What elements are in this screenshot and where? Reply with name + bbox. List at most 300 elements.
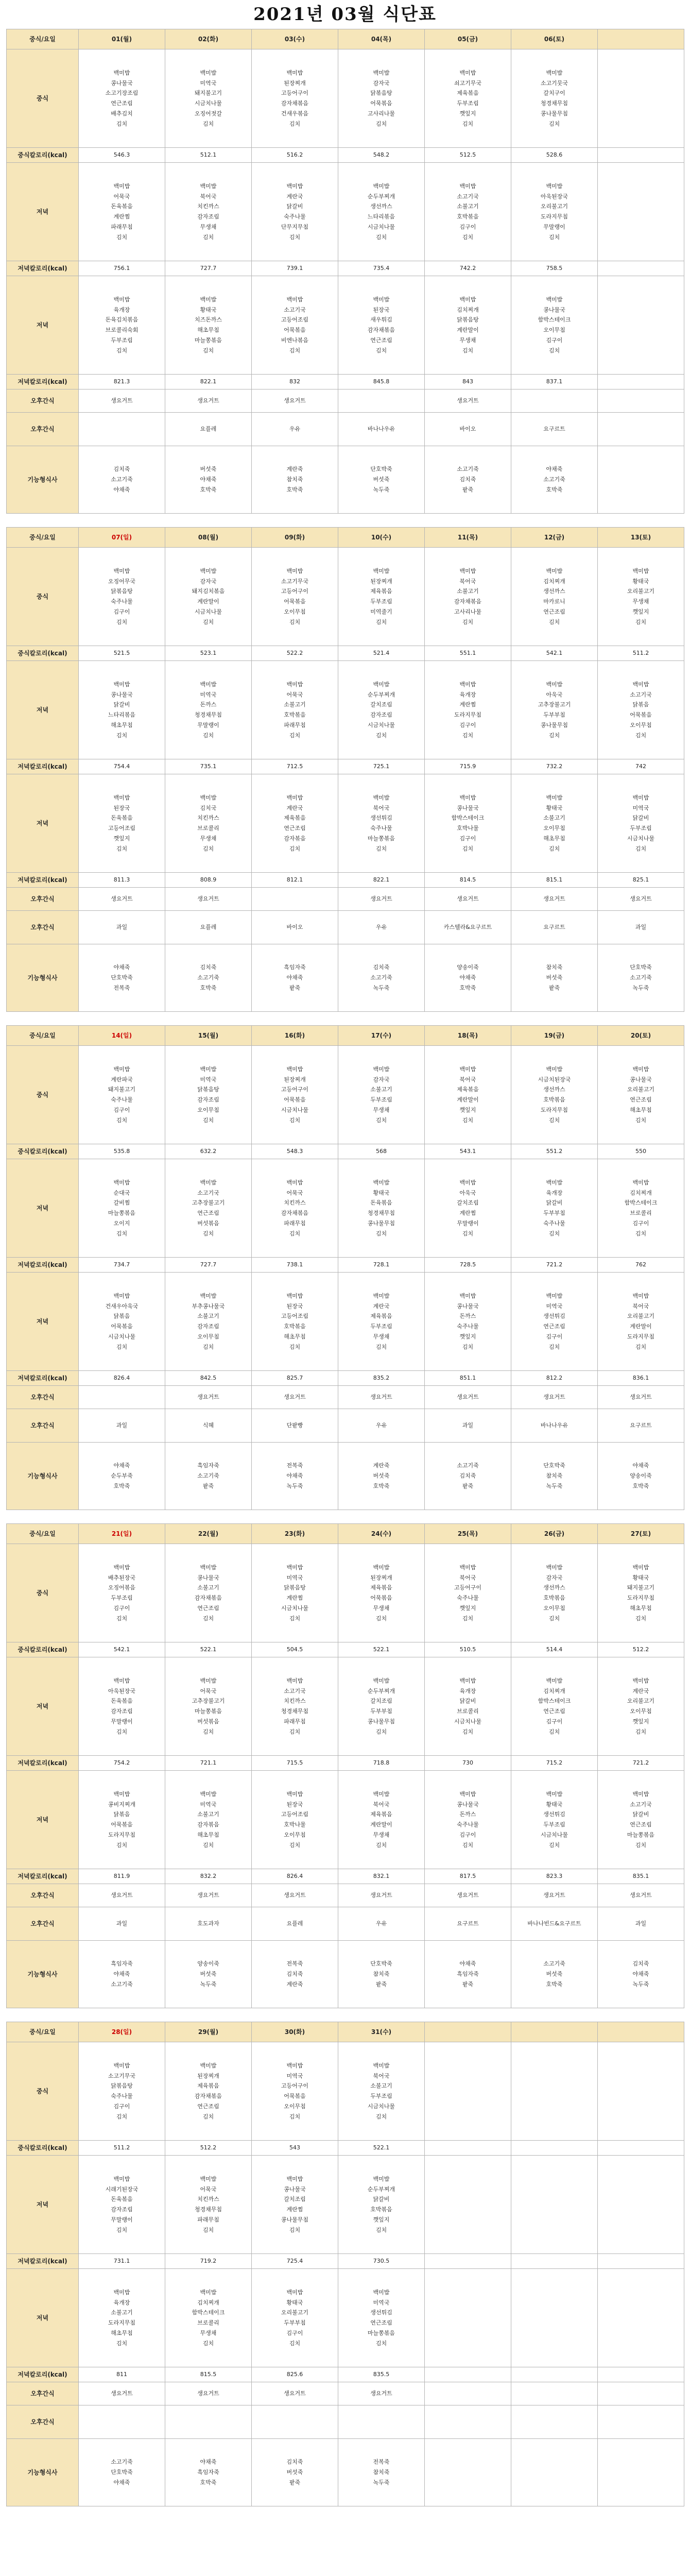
day-label: 27(토) — [630, 1530, 651, 1537]
day-label: 15(월) — [198, 1031, 219, 1039]
snack-menu — [338, 276, 425, 375]
special-label: 오후간식 — [7, 1386, 79, 1409]
menu-item: 제육볶음 — [370, 1313, 392, 1320]
function-food-menu — [511, 1941, 598, 2008]
menu-item: 깻잎지 — [632, 1718, 649, 1725]
menu-item: 김치 — [635, 1116, 647, 1124]
menu-item: 백미밥 — [200, 69, 217, 76]
lunch-menu — [511, 1046, 598, 1144]
menu-item: 무생채 — [632, 598, 649, 605]
lunch-kcal-label: 중식칼로리(kcal) — [7, 2141, 79, 2156]
menu-item: 제육볶음 — [457, 90, 479, 97]
menu-item: 백미밥 — [286, 182, 303, 190]
menu-item: 미역국 — [200, 1801, 217, 1808]
menu-item: 숙주나물 — [457, 1595, 479, 1601]
menu-item: 어묵볶음 — [370, 1595, 392, 1601]
menu-item: 소고기죽 — [111, 2459, 133, 2466]
menu-item: 콩나물국 — [111, 691, 133, 698]
lunch-kcal-value: 522.1 — [338, 2141, 425, 2156]
special-value — [79, 1386, 165, 1409]
menu-item: 계란찜 — [113, 213, 130, 220]
menu-item: 브로콜리 — [457, 1708, 479, 1715]
snack-kcal-value: 826.4 — [79, 1371, 165, 1386]
snack-kcal-value: 835.1 — [598, 1869, 684, 1884]
snack-menu — [252, 276, 338, 375]
menu-item: 백미밥 — [373, 681, 390, 688]
menu-item: 김구이 — [113, 1604, 130, 1612]
menu-item: 참치죽 — [286, 476, 303, 483]
menu-item: 두부부침 — [370, 1708, 392, 1715]
menu-item: 된장국 — [286, 1302, 303, 1310]
dinner-menu — [338, 661, 425, 759]
snack-kcal-value: 836.1 — [598, 1371, 684, 1386]
menu-item: 느타리볶음 — [367, 213, 395, 220]
menu-item: 백미밥 — [286, 1292, 303, 1299]
menu-item: 김치 — [375, 1116, 387, 1124]
menu-item: 어묵국 — [286, 691, 303, 698]
menu-item: 백미밥 — [200, 1292, 217, 1299]
menu-item: 도라지무침 — [540, 1106, 568, 1113]
special-value: 생요거트 — [165, 389, 252, 413]
dinner-menu — [425, 1159, 511, 1258]
dinner-menu — [165, 1159, 252, 1258]
function-food-label: 기능형식사 — [7, 446, 79, 514]
menu-item: 무말랭이 — [457, 1219, 479, 1227]
day-header — [511, 2022, 598, 2042]
menu-item: 단호박죽 — [543, 1462, 565, 1469]
snack-menu — [79, 276, 165, 375]
menu-item: 백미밥 — [113, 1292, 130, 1299]
menu-item: 백미밥 — [113, 2175, 130, 2182]
menu-item: 소고기죽 — [111, 1980, 133, 1988]
menu-item: 두부부침 — [543, 1210, 565, 1216]
dinner-label: 저녁 — [7, 2156, 79, 2254]
special-value — [338, 389, 425, 413]
function-food-label: 기능형식사 — [7, 2439, 79, 2506]
menu-item: 깻잎지 — [459, 1604, 476, 1612]
menu-item: 콩나물무침 — [367, 1219, 395, 1227]
day-header — [165, 528, 252, 548]
menu-item: 고등어구이 — [281, 2082, 309, 2090]
special-value: 생요거트 — [511, 1386, 598, 1409]
menu-item: 고사리나물 — [367, 110, 395, 117]
menu-item: 김치 — [635, 618, 647, 625]
menu-item: 김치 — [462, 1116, 474, 1124]
function-food-menu — [425, 446, 511, 514]
snack-kcal-value: 842.5 — [165, 1371, 252, 1386]
dinner-kcal-value: 715.5 — [252, 1756, 338, 1771]
snack-kcal-value: 815.1 — [511, 873, 598, 888]
menu-item: 김치 — [289, 1230, 301, 1237]
day-header — [338, 29, 425, 49]
menu-item: 돼지불고기 — [627, 1584, 655, 1591]
menu-item: 도라지무침 — [108, 2319, 136, 2326]
menu-item: 김치 — [635, 1343, 647, 1350]
snack-kcal-value: 832 — [252, 375, 338, 389]
menu-item: 김치 — [548, 618, 560, 625]
special-label: 오후간식 — [7, 888, 79, 911]
menu-item: 갈치조림 — [457, 1199, 479, 1207]
lunch-menu — [79, 49, 165, 148]
lunch-menu — [165, 548, 252, 646]
menu-item: 김치 — [548, 1841, 560, 1849]
menu-item: 김치 — [462, 1728, 474, 1735]
empty-cell — [511, 2141, 598, 2156]
menu-item: 닭볶음탕 — [457, 316, 479, 324]
menu-item: 연근조림 — [370, 336, 392, 344]
lunch-kcal-value: 548.2 — [338, 148, 425, 163]
lunch-kcal-value: 512.5 — [425, 148, 511, 163]
menu-item: 호박죽 — [373, 1482, 390, 1489]
menu-item: 소불고기 — [197, 1313, 219, 1320]
snack2-value — [338, 2405, 425, 2439]
menu-item: 연근조림 — [370, 2319, 392, 2326]
menu-item: 아욱된장국 — [540, 193, 568, 200]
menu-item: 소고기죽 — [543, 1960, 565, 1968]
dinner-menu — [252, 1159, 338, 1258]
empty-cell — [511, 2042, 598, 2141]
menu-item: 소불고기 — [284, 701, 306, 708]
lunch-kcal-value: 504.5 — [252, 1642, 338, 1657]
lunch-menu — [511, 49, 598, 148]
dinner-menu — [165, 2156, 252, 2254]
menu-item: 김구이 — [546, 1333, 563, 1340]
menu-item: 김치죽 — [286, 2459, 303, 2466]
menu-item: 백미밥 — [200, 1677, 217, 1684]
menu-item: 계란국 — [286, 804, 303, 811]
snack-kcal-value: 825.7 — [252, 1371, 338, 1386]
menu-item: 어묵볶음 — [284, 2093, 306, 2099]
dinner-kcal-value: 730 — [425, 1756, 511, 1771]
special-value: 생요거트 — [338, 888, 425, 911]
dinner-kcal-label: 저녁칼로리(kcal) — [7, 2254, 79, 2269]
menu-item: 감자채볶음 — [367, 327, 395, 333]
snack-kcal-value: 811 — [79, 2367, 165, 2382]
menu-item: 시금치된장국 — [538, 1076, 571, 1083]
menu-item: 제육볶음 — [370, 1584, 392, 1591]
menu-item: 닭볶음탕 — [111, 2082, 133, 2090]
menu-item: 오징어젓갈 — [194, 110, 222, 117]
menu-item: 닭갈비 — [459, 1698, 476, 1705]
dinner-kcal-value: 725.4 — [252, 2254, 338, 2269]
menu-item: 북어국 — [632, 1302, 649, 1310]
menu-item: 양송이죽 — [457, 964, 479, 971]
menu-item: 버섯죽 — [546, 1971, 563, 1978]
day-label: 19(금) — [544, 1031, 565, 1039]
menu-item: 무생채 — [373, 1604, 390, 1612]
menu-item: 팥죽 — [462, 486, 474, 493]
lunch-menu — [338, 1544, 425, 1642]
menu-item: 김치 — [202, 2226, 214, 2233]
menu-item: 순두부찌개 — [367, 1687, 395, 1694]
function-food-menu — [511, 944, 598, 1012]
menu-item: 김치 — [289, 233, 301, 241]
menu-item: 김치 — [116, 1230, 128, 1237]
menu-item: 돈육볶음 — [370, 1199, 392, 1207]
menu-item: 김치 — [375, 1230, 387, 1237]
menu-item: 백미밥 — [200, 2289, 217, 2296]
menu-item: 계란찜 — [459, 701, 476, 708]
menu-item: 된장찌개 — [197, 2072, 219, 2079]
menu-item: 김치 — [289, 845, 301, 852]
menu-item: 김치죽 — [286, 1971, 303, 1978]
menu-item: 고등어구이 — [281, 1086, 309, 1093]
dinner-kcal-value: 762 — [598, 1258, 684, 1273]
dinner-kcal-value: 739.1 — [252, 261, 338, 276]
dinner-kcal-value: 732.2 — [511, 759, 598, 774]
special-value: 생요거트 — [511, 1884, 598, 1907]
dinner-kcal-label: 저녁칼로리(kcal) — [7, 261, 79, 276]
menu-item: 시래기된장국 — [105, 2185, 139, 2193]
menu-item: 소고기국 — [457, 193, 479, 200]
special-value: 생요거트 — [338, 1386, 425, 1409]
menu-item: 해초무침 — [111, 721, 133, 728]
menu-item: 콩나물무침 — [367, 1718, 395, 1725]
function-food-menu — [511, 1443, 598, 1510]
menu-item: 오리불고기 — [540, 203, 568, 210]
menu-item: 김구이 — [286, 2329, 303, 2336]
menu-item: 흑임자죽 — [284, 964, 306, 971]
day-label: 02(화) — [198, 35, 219, 43]
menu-item: 버섯죽 — [286, 2469, 303, 2476]
function-food-menu — [165, 944, 252, 1012]
menu-item: 아욱국 — [459, 1189, 476, 1196]
dinner-label: 저녁 — [7, 1159, 79, 1258]
snack2-value: 과일 — [79, 1409, 165, 1443]
menu-item: 김구이 — [459, 223, 476, 230]
dinner-menu — [338, 1657, 425, 1756]
menu-item: 제육볶음 — [370, 588, 392, 595]
menu-item: 어묵볶음 — [111, 1323, 133, 1330]
snack-kcal-value: 825.6 — [252, 2367, 338, 2382]
snack2-label: 오후간식 — [7, 911, 79, 944]
lunch-kcal-value: 511.2 — [598, 646, 684, 661]
snack-kcal-value: 825.1 — [598, 873, 684, 888]
menu-item: 김치 — [202, 1343, 214, 1350]
special-value — [511, 389, 598, 413]
menu-item: 북어국 — [200, 193, 217, 200]
menu-item: 감자조림 — [197, 1096, 219, 1103]
menu-item: 무말랭이 — [197, 721, 219, 728]
menu-item: 계란말이 — [457, 1096, 479, 1103]
menu-item: 순두부죽 — [111, 1472, 133, 1480]
day-header — [338, 2022, 425, 2042]
day-label: 05(금) — [457, 35, 478, 43]
col-header-label: 중식/요일 — [7, 1524, 79, 1544]
dinner-kcal-value: 715.2 — [511, 1756, 598, 1771]
menu-item: 김치 — [116, 1343, 128, 1350]
special-value: 생요거트 — [338, 2382, 425, 2405]
menu-item: 청경채무침 — [540, 100, 568, 107]
menu-item: 무생채 — [373, 1831, 390, 1838]
menu-item: 생선튀김 — [370, 815, 392, 822]
day-label: 21(일) — [111, 1530, 132, 1537]
snack-label: 저녁 — [7, 2269, 79, 2367]
day-header — [79, 1524, 165, 1544]
menu-item: 김치 — [462, 1615, 474, 1622]
day-label: 29(월) — [198, 2028, 219, 2036]
function-food-menu — [425, 944, 511, 1012]
day-label: 23(화) — [284, 1530, 305, 1537]
function-food-label: 기능형식사 — [7, 944, 79, 1012]
menu-item: 황태국 — [286, 2299, 303, 2306]
dinner-menu — [79, 1657, 165, 1756]
menu-item: 백미밥 — [113, 182, 130, 190]
menu-item: 김치 — [116, 2340, 128, 2347]
menu-item: 돈육볶음 — [111, 1698, 133, 1705]
menu-item: 된장찌개 — [370, 578, 392, 585]
dinner-kcal-value: 738.1 — [252, 1258, 338, 1273]
function-food-menu — [338, 944, 425, 1012]
snack2-value: 요구르트 — [598, 1409, 684, 1443]
menu-item: 백미밥 — [373, 1790, 390, 1798]
menu-item: 감자채볶음 — [194, 1595, 222, 1601]
menu-item: 백미밥 — [373, 69, 390, 76]
menu-item: 황태국 — [200, 306, 217, 313]
menu-item: 된장국 — [113, 804, 130, 811]
menu-item: 숙주나물 — [111, 1096, 133, 1103]
menu-item: 김치 — [375, 347, 387, 354]
menu-item: 콩나물국 — [457, 1801, 479, 1808]
menu-item: 숙주나물 — [111, 2093, 133, 2099]
day-label: 01(월) — [111, 35, 132, 43]
lunch-menu — [425, 1046, 511, 1144]
lunch-kcal-value: 521.4 — [338, 646, 425, 661]
snack-menu — [338, 1273, 425, 1371]
menu-item: 녹두죽 — [373, 486, 390, 493]
menu-item: 된장국 — [286, 1801, 303, 1808]
menu-item: 김구이 — [632, 1219, 649, 1227]
snack-menu — [511, 1771, 598, 1869]
menu-item: 북어국 — [459, 1076, 476, 1083]
empty-cell — [598, 49, 684, 148]
menu-item: 김치찌개 — [630, 1189, 652, 1196]
menu-item: 백미밥 — [200, 794, 217, 801]
menu-item: 야채죽 — [200, 2459, 217, 2466]
empty-cell — [598, 375, 684, 389]
snack-menu — [252, 1273, 338, 1371]
special-value: 생요거트 — [425, 888, 511, 911]
snack2-value: 바나나우유 — [338, 413, 425, 446]
menu-item: 오이무침 — [630, 1708, 652, 1715]
empty-cell — [425, 2405, 511, 2439]
day-label: 08(월) — [198, 533, 219, 541]
menu-item: 미역국 — [200, 691, 217, 698]
menu-item: 백미밥 — [546, 1179, 563, 1186]
dinner-kcal-value: 742.2 — [425, 261, 511, 276]
menu-item: 숙주나물 — [111, 598, 133, 605]
menu-item: 김치 — [289, 732, 301, 739]
dinner-menu — [511, 661, 598, 759]
menu-item: 호박나물 — [284, 1821, 306, 1828]
menu-item: 비엔나볶음 — [281, 336, 309, 344]
snack2-value: 우유 — [338, 1409, 425, 1443]
menu-item: 미역국 — [286, 2072, 303, 2079]
function-food-menu — [165, 1941, 252, 2008]
menu-item: 함박스테이크 — [192, 2309, 225, 2316]
menu-item: 버섯볶음 — [197, 1219, 219, 1227]
menu-item: 연근조림 — [543, 608, 565, 615]
snack-kcal-value: 822.1 — [338, 873, 425, 888]
menu-item: 연근조림 — [197, 1604, 219, 1612]
lunch-kcal-value: 522.1 — [165, 1642, 252, 1657]
menu-item: 청경채무침 — [281, 1708, 309, 1715]
menu-item: 육개장 — [546, 1189, 563, 1196]
menu-item: 닭갈비 — [546, 1199, 563, 1207]
menu-item: 건새우볶음 — [281, 110, 309, 117]
menu-item: 백미밥 — [632, 567, 649, 574]
menu-item: 닭볶음 — [113, 1313, 130, 1320]
menu-item: 해초무침 — [197, 327, 219, 333]
snack-menu — [425, 1771, 511, 1869]
week-table — [6, 29, 684, 514]
menu-item: 두부조림 — [370, 1323, 392, 1330]
day-label: 09(화) — [284, 533, 305, 541]
menu-item: 버섯죽 — [373, 476, 390, 483]
menu-item: 백미밥 — [286, 1790, 303, 1798]
lunch-menu — [252, 1544, 338, 1642]
menu-item: 황태국 — [632, 1574, 649, 1581]
menu-item: 김치찌개 — [543, 1687, 565, 1694]
dinner-menu — [252, 661, 338, 759]
dinner-kcal-value: 718.8 — [338, 1756, 425, 1771]
empty-cell — [598, 2405, 684, 2439]
menu-item: 단무지무침 — [281, 223, 309, 230]
menu-item: 어묵국 — [113, 193, 130, 200]
lunch-kcal-value: 568 — [338, 1144, 425, 1159]
dinner-kcal-value: 727.7 — [165, 1258, 252, 1273]
day-label: 13(토) — [630, 533, 651, 541]
dinner-kcal-value: 731.1 — [79, 2254, 165, 2269]
dinner-kcal-label: 저녁칼로리(kcal) — [7, 1258, 79, 1273]
menu-item: 양송이죽 — [630, 1472, 652, 1480]
menu-item: 돼지김치볶음 — [192, 588, 225, 595]
day-header — [598, 2022, 684, 2042]
menu-item: 팥죽 — [462, 1980, 474, 1988]
dinner-menu — [338, 2156, 425, 2254]
empty-cell — [598, 2254, 684, 2269]
special-value: 생요거트 — [338, 1884, 425, 1907]
menu-item: 함박스테이크 — [538, 1698, 571, 1705]
snack-kcal-value: 814.5 — [425, 873, 511, 888]
lunch-kcal-value: 550 — [598, 1144, 684, 1159]
menu-item: 닭볶음탕 — [284, 1584, 306, 1591]
menu-item: 돈육볶음 — [111, 2196, 133, 2203]
menu-item: 호박볶음 — [457, 213, 479, 220]
menu-item: 김치 — [202, 120, 214, 127]
dinner-menu — [338, 1159, 425, 1258]
special-value: 생요거트 — [598, 888, 684, 911]
menu-item: 김치 — [202, 1615, 214, 1622]
day-label: 06(토) — [544, 35, 565, 43]
menu-item: 제육볶음 — [370, 1811, 392, 1818]
menu-item: 시금치나물 — [194, 608, 222, 615]
menu-item: 어묵볶음 — [284, 598, 306, 605]
menu-item: 갈치조림 — [370, 701, 392, 708]
menu-item: 김치 — [289, 2113, 301, 2120]
menu-item: 단호박죽 — [111, 2469, 133, 2476]
menu-item: 닭볶음탕 — [111, 588, 133, 595]
menu-item: 백미밥 — [546, 567, 563, 574]
menu-item: 김치 — [375, 120, 387, 127]
menu-item: 무생채 — [200, 223, 217, 230]
special-value: 생요거트 — [165, 2382, 252, 2405]
menu-item: 호박볶음 — [543, 1096, 565, 1103]
snack-menu — [338, 1771, 425, 1869]
menu-item: 계란파국 — [111, 1076, 133, 1083]
dinner-menu — [598, 1159, 684, 1258]
menu-item: 두부조림 — [111, 336, 133, 344]
